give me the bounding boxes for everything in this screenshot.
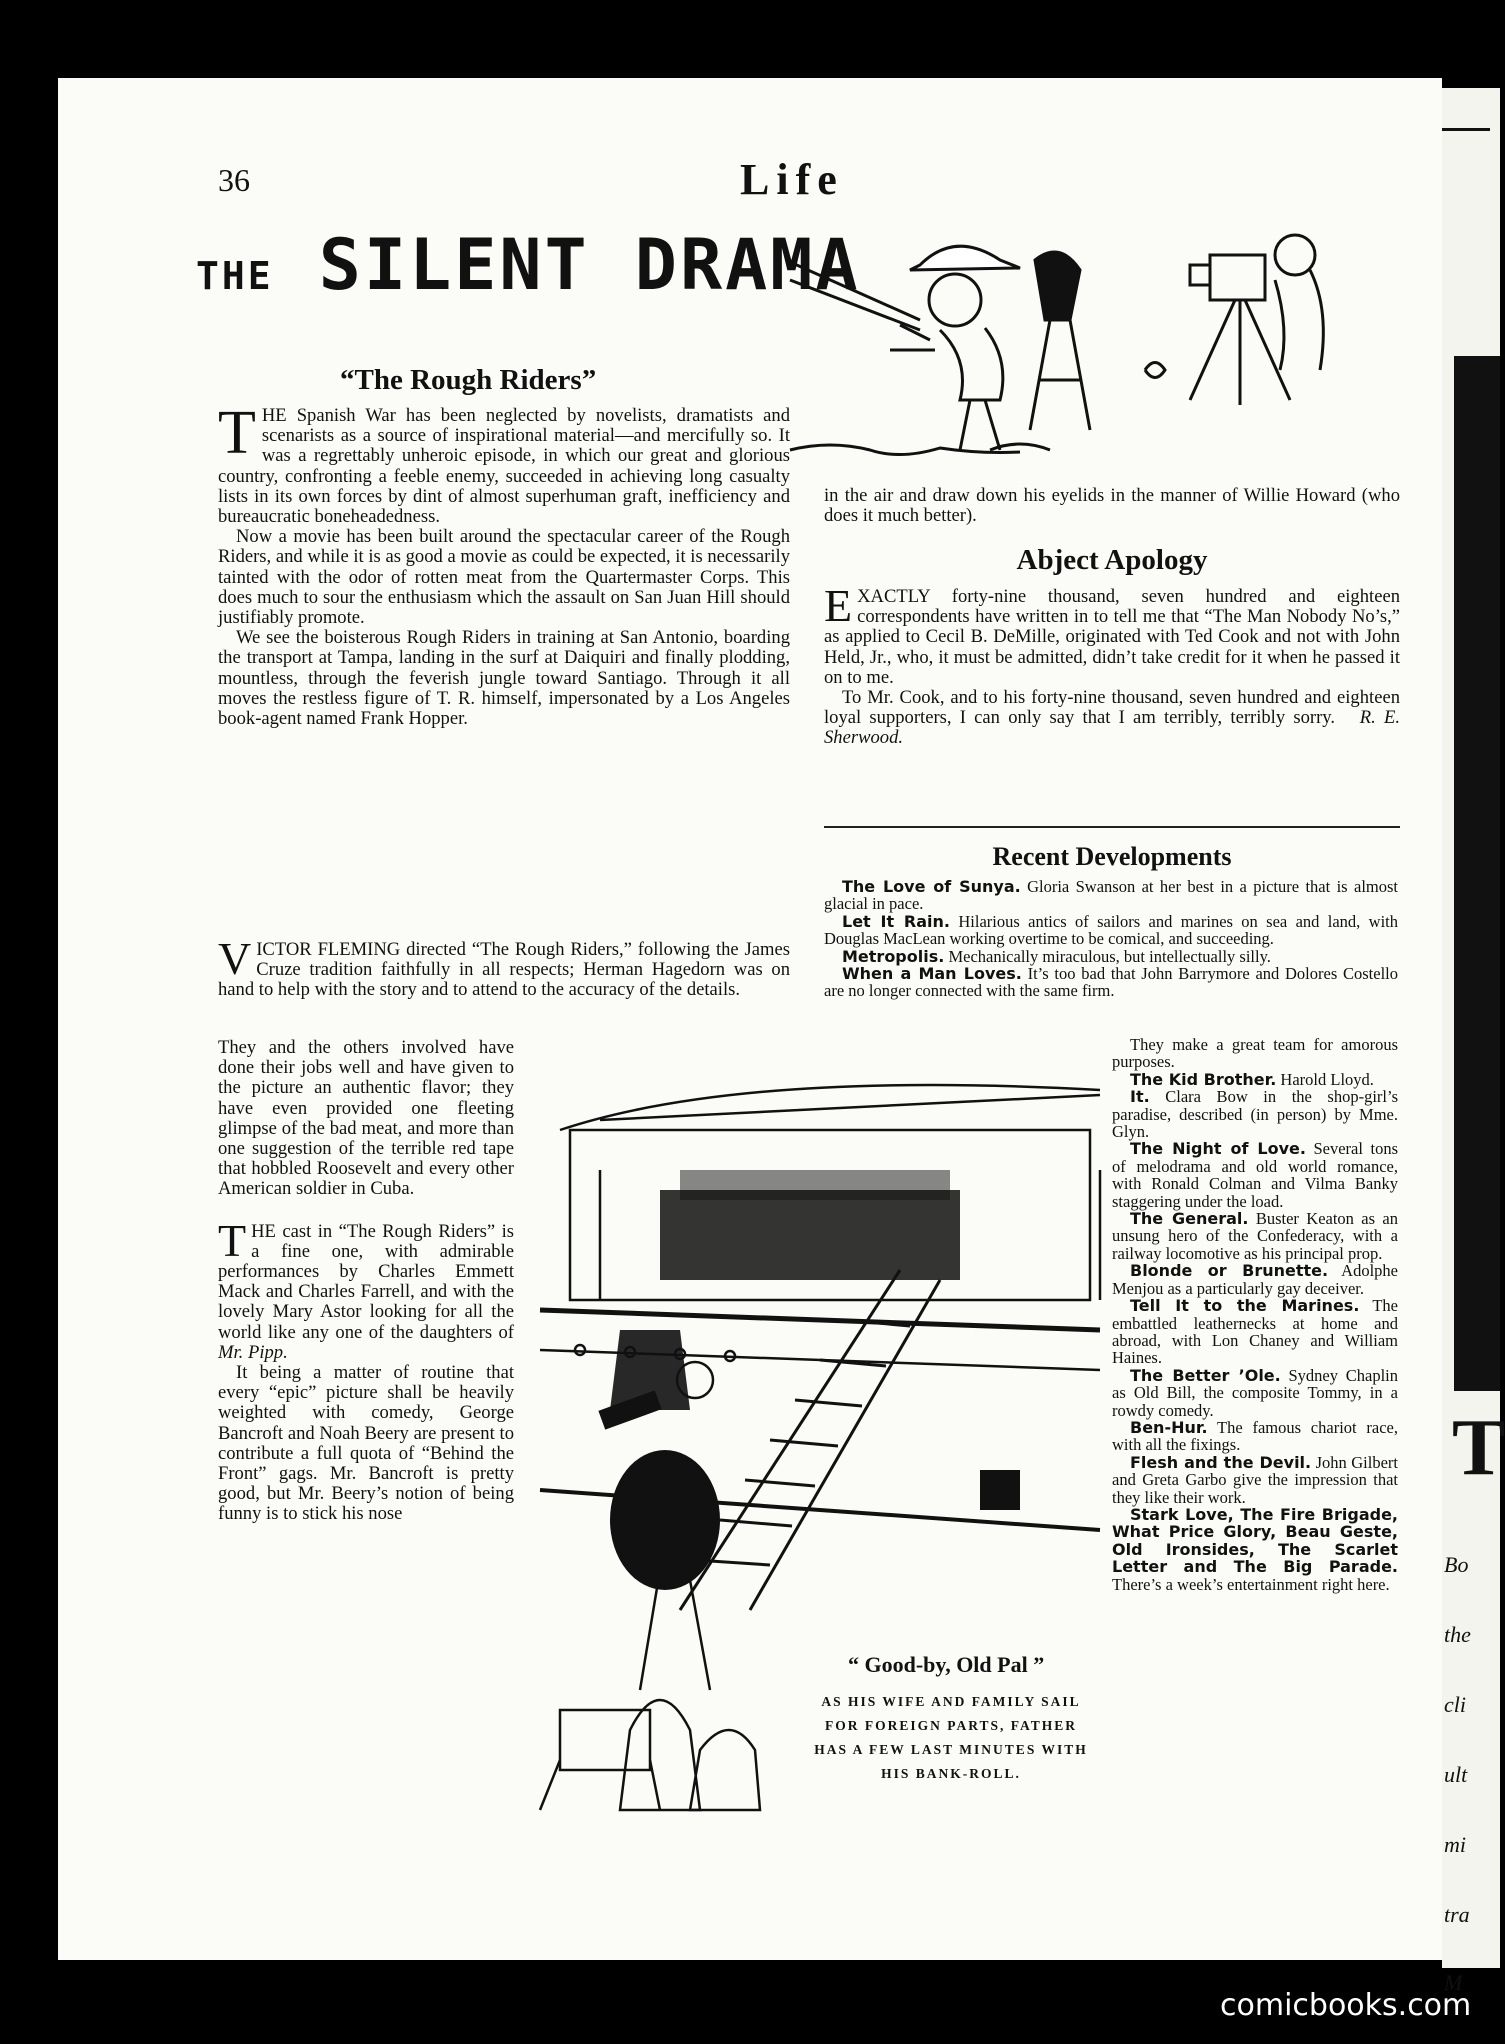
section-title-the: THE (196, 254, 274, 298)
next-page-edge (1442, 88, 1505, 1995)
next-page-word: Bo (1444, 1552, 1469, 1577)
article-continuation (824, 486, 1400, 526)
recent-list-column (1112, 1036, 1398, 1593)
article-paragraph: THE cast in “The Rough Riders” is a fine one, with admirable performances by Charles Emmett Mack and Charles Farrell, and with the lovely Mary Astor looking for all the world like any one of the daughters of Mr. Pipp. (218, 1214, 514, 1363)
drop-cap: E (824, 580, 853, 631)
list-item: It. Clara Bow in the shop-girl’s paradise, described (in person) by Mme. Glyn. (1112, 1087, 1399, 1142)
recent-list-top (824, 878, 1398, 1000)
list-item: The Better ’Ole. Sydney Chaplin as Old Bill, the composite Tommy, in a rowdy comedy. (1112, 1365, 1399, 1420)
list-item: Ben-Hur. The famous chariot race, with all the fixings. (1112, 1417, 1398, 1455)
article-paragraph: VICTOR FLEMING directed “The Rough Riders,” following the James Cruze tradition faithfully in all respects; Herman Hagedorn was on hand to help with the story and to attend to the accuracy of the details. (218, 933, 790, 1001)
next-page-word: mi (1444, 1832, 1466, 1857)
next-page-rule (1442, 128, 1490, 131)
apology-heading: Abject Apology (1016, 544, 1208, 576)
page-number: 36 (218, 162, 250, 198)
drop-cap: T (218, 399, 256, 467)
list-item: Let It Rain. Hilarious antics of sailors and marines on sea and land, with Douglas MacLean working overtime to be comical, and succeeding. (824, 911, 1399, 949)
section-title-art (196, 224, 861, 306)
article-narrow-column (218, 1038, 514, 1525)
article-paragraph: in the air and draw down his eyelids in the manner of Willie Howard (who does it much better). (824, 485, 1400, 527)
article-paragraph: Now a movie has been built around the spectacular career of the Rough Riders, and while it is as good a movie as could be expected, it is necessarily tainted with the odor of rotten meat from the Quartermaster Corps. This does much to sour the enthusiasm which the assault on San Juan Hill should justifiably promote. (218, 526, 790, 629)
section-title: SILENT DRAMA (318, 224, 861, 306)
list-item: Stark Love, The Fire Brigade, What Price Glory, Beau Geste, Old Ironsides, The Scarlet Letter and The Big Parade. There’s a week’s entertainment right here. (1112, 1504, 1398, 1594)
list-item: They make a great team for amorous purposes. (1112, 1035, 1398, 1072)
article-paragraph: THE Spanish War has been neglected by novelists, dramatists and scenarists as a source of inspirational material—and mercifully so. It was a regrettably unheroic episode, in which our great and glorious country, confronting a feeble enemy, succeeded in achieving long casualty lists in its own forces by dint of almost superhuman graft, inefficiency and bureaucratic boneheadedness. (218, 399, 790, 528)
illustration-caption: AS HIS WIFE AND FAMILY SAIL FOR FOREIGN PARTS, FATHER HAS A FEW LAST MINUTES WITH HIS BANK-ROLL. (814, 1694, 1088, 1781)
article-paragraph: They and the others involved have done their jobs well and have given to the picture an authentic flavor; they have even provided one fleeting glimpse of the bad meat, and more than one suggestion of the terrible red tape that hobbled Roosevelt and every other American soldier in Cuba. (218, 1037, 514, 1200)
next-page-black-block (1454, 356, 1500, 1391)
article-paragraph: We see the boisterous Rough Riders in training at San Antonio, boarding the transport at Tampa, landing in the surf at Daiquiri and finally plodding, mountless, through the feverish jungle toward Santiago. Through it all moves the restless figure of T. R. himself, impersonated by a Los Angeles book-agent named Frank Hopper. (218, 627, 790, 730)
list-item: When a Man Loves. It’s too bad that John Barrymore and Dolores Costello are no longer connected with the same firm. (824, 964, 1399, 1001)
article-paragraph: It being a matter of routine that every “epic” picture shall be heavily weighted with comedy, George Bancroft and Noah Beery are present to contribute a full quota of “Behind the Front” gags. Mr. Bancroft is pretty good, but Mr. Beery’s notion of being funny is to stick his nose (218, 1362, 514, 1525)
cowboy-cameraman-cartoon (770, 210, 1410, 470)
signature: R. E. Sherwood. (824, 707, 1400, 749)
list-item: The Night of Love. Several tons of melodrama and old world romance, with Ronald Colman and Vilma Banky staggering under the load. (1112, 1139, 1398, 1211)
list-item: The Love of Sunya. Gloria Swanson at her best in a picture that is almost glacial in pace. (824, 877, 1398, 914)
list-item: Flesh and the Devil. John Gilbert and Greta Garbo give the impression that they like their work. (1112, 1452, 1398, 1507)
next-page-word: tra (1444, 1902, 1470, 1927)
illustration-caption-title: “ Good-by, Old Pal ” (848, 1652, 1045, 1677)
apology-section (824, 544, 1400, 749)
next-page-letter: T (1452, 1404, 1505, 1492)
apology-paragraph: To Mr. Cook, and to his forty-nine thousand, seven hundred and eighteen loyal supporters, I can only say that I am terribly, terribly sorry. R. E. Sherwood. (824, 687, 1400, 749)
watermark-footer: comicbooks.com (1220, 1988, 1472, 2023)
article-column-left-top (218, 399, 790, 730)
article-column-left-mid (218, 933, 790, 1001)
next-page-word: M (1444, 1970, 1463, 1995)
drop-cap: T (218, 1214, 247, 1266)
article-headline: “The Rough Riders” (340, 364, 597, 396)
list-item: Tell It to the Marines. The embattled leathernecks at home and abroad, with Lon Chaney and William Haines. (1112, 1296, 1398, 1368)
list-item: Blonde or Brunette. Adolphe Menjou as a particularly gay deceiver. (1112, 1261, 1398, 1298)
apology-body (824, 580, 1400, 749)
list-item: The Kid Brother. Harold Lloyd. (1130, 1069, 1374, 1089)
drop-cap: V (218, 933, 252, 984)
next-page-word: cli (1444, 1692, 1466, 1717)
apology-paragraph: EXACTLY forty-nine thousand, seven hundred and eighteen correspondents have written in to tell me that “The Man Nobody No’s,” as applied to Cecil B. DeMille, originated with Ted Cook and not with John Held, Jr., who, it must be admitted, didn’t take credit for it when he passed it on to me. (824, 580, 1400, 688)
next-page-word: ult (1444, 1762, 1468, 1787)
section-divider (824, 826, 1400, 828)
italic-name: Mr. Pipp. (218, 1341, 288, 1363)
next-page-word: the (1444, 1622, 1471, 1647)
list-item: Metropolis. Mechanically miraculous, but intellectually silly. (842, 946, 1271, 966)
list-item: The General. Buster Keaton as an unsung hero of the Confederacy, with a railway locomotive as his principal prop. (1112, 1209, 1398, 1263)
recent-heading: Recent Developments (992, 842, 1232, 871)
masthead: Life (740, 155, 844, 204)
